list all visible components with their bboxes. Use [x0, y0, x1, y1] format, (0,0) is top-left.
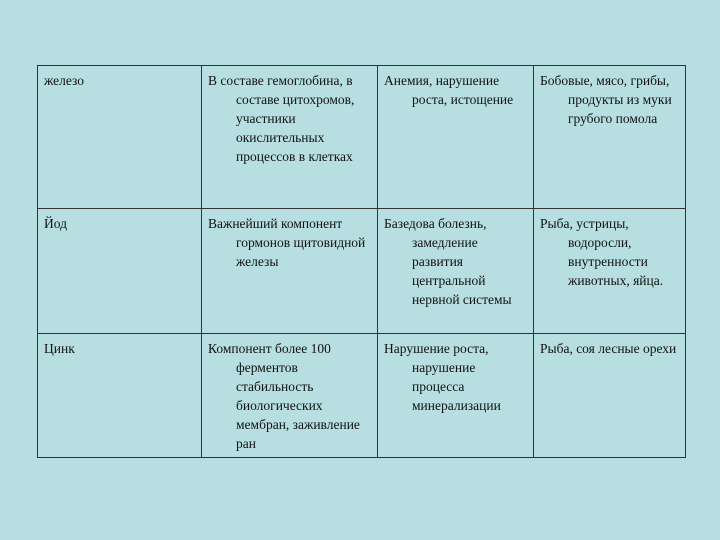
cell-sources — [534, 334, 686, 458]
deficiency-symptoms: Базедова болезнь, замедление развития центральной нервной системы — [384, 216, 512, 307]
cell-deficit — [378, 209, 534, 334]
cell-role — [202, 334, 378, 458]
food-sources: Рыба, соя лесные орехи — [540, 341, 677, 356]
cell-deficit — [378, 66, 534, 209]
cell-role — [202, 209, 378, 334]
cell-role — [202, 66, 378, 209]
cell-sources — [534, 209, 686, 334]
table-row-zinc — [38, 334, 686, 458]
cell-element — [38, 66, 202, 209]
cell-sources — [534, 66, 686, 209]
biological-role: Важнейший компонент гормонов щитовидной железы — [208, 216, 366, 269]
deficiency-symptoms: Нарушение роста, нарушение процесса минерализации — [384, 341, 501, 413]
element-name: Йод — [44, 216, 67, 231]
biological-role: В составе гемоглобина, в составе цитохромов, участники окислительных процессов в клетках — [208, 73, 355, 164]
table-row-iron — [38, 66, 686, 209]
cell-element — [38, 209, 202, 334]
food-sources: Рыба, устрицы, водоросли, внутренности животных, яйца. — [540, 216, 664, 288]
deficiency-symptoms: Анемия, нарушение роста, истощение — [384, 73, 514, 107]
food-sources: Бобовые, мясо, грибы, продукты из муки грубого помола — [540, 73, 672, 126]
biological-role: Компонент более 100 ферментов стабильность биологических мембран, заживление ран — [208, 341, 360, 451]
element-name: Цинк — [44, 341, 75, 356]
microelements-table — [37, 65, 686, 458]
cell-element — [38, 334, 202, 458]
element-name: железо — [44, 73, 85, 88]
table-row-iodine — [38, 209, 686, 334]
cell-deficit — [378, 334, 534, 458]
